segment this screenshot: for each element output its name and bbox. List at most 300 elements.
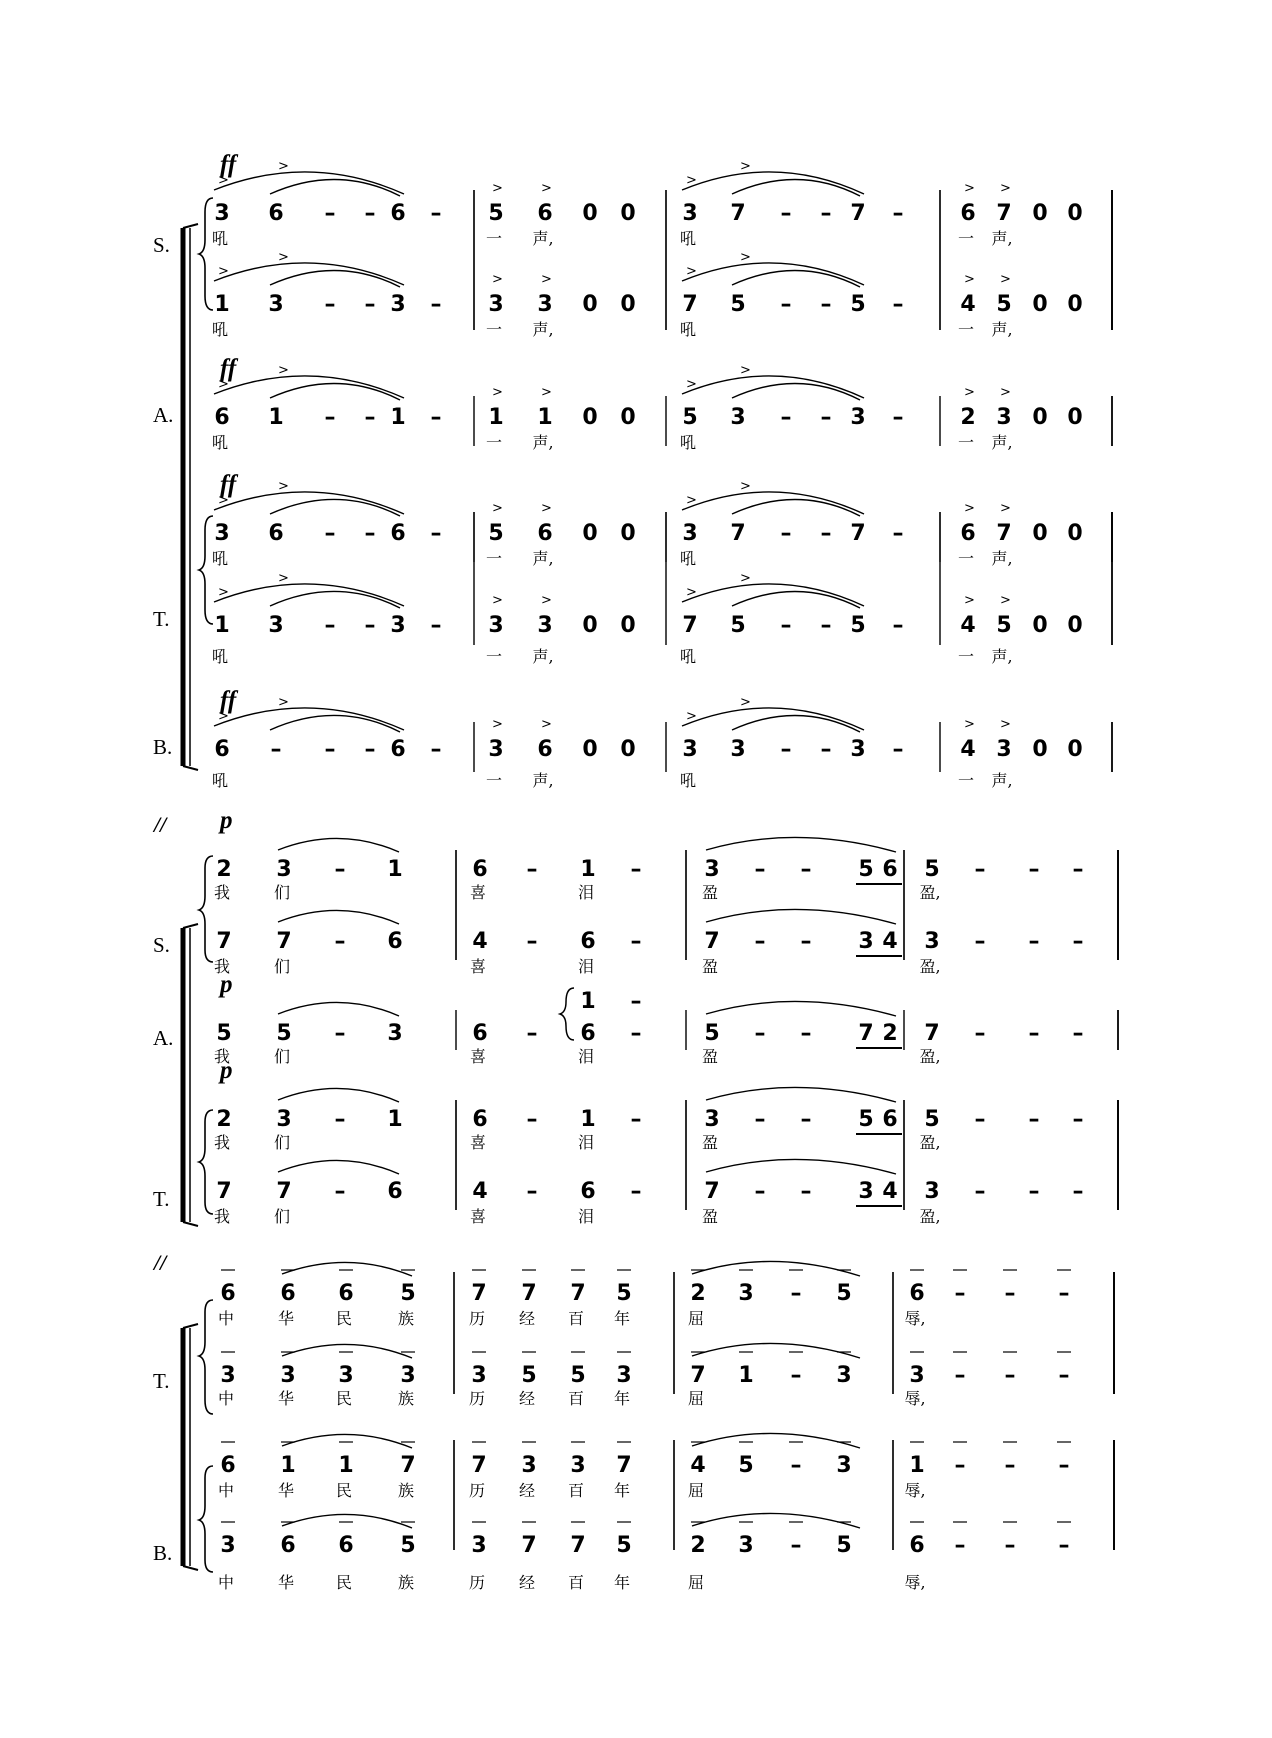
slur [682, 584, 864, 606]
dash: – [324, 521, 336, 546]
lyric: 辱, [904, 1309, 926, 1328]
lyric: 一 [957, 433, 975, 452]
note: 5 [738, 1453, 754, 1478]
accent-mark: > [492, 272, 503, 287]
dash: – [800, 929, 812, 954]
note: 3 [924, 929, 940, 954]
lyric: 喜 [469, 957, 487, 976]
lyric: 一 [485, 433, 503, 452]
note: 1 [488, 405, 504, 430]
lyric: 盈 [701, 1047, 719, 1066]
dash: – [334, 1021, 346, 1046]
lyric: 吼 [211, 549, 229, 568]
note: 3 [387, 1021, 403, 1046]
lyric: 历 [468, 1481, 486, 1500]
accent-mark: > [740, 250, 751, 265]
dash: – [820, 292, 832, 317]
dash: – [334, 1107, 346, 1132]
lyric: 历 [468, 1573, 486, 1592]
lyric: 经 [518, 1309, 536, 1328]
lyric: 喜 [469, 883, 487, 902]
dash: – [780, 201, 792, 226]
note: 7 [471, 1453, 487, 1478]
accent-mark: > [541, 181, 552, 196]
note: 5 [400, 1533, 416, 1558]
note: 3 [570, 1453, 586, 1478]
note: 3 [220, 1533, 236, 1558]
dash: – [1028, 1179, 1040, 1204]
dash: – [974, 929, 986, 954]
accent-mark: > [740, 695, 751, 710]
lyric: 一 [957, 320, 975, 339]
lyric: 们 [273, 1047, 291, 1066]
dash: – [790, 1533, 802, 1558]
note: 5 [521, 1363, 537, 1388]
dash: – [1004, 1281, 1016, 1306]
dash: – [892, 613, 904, 638]
note: 5 [924, 1107, 940, 1132]
lyric: 吼 [211, 320, 229, 339]
lyric: 中 [217, 1481, 235, 1500]
lyric: 吼 [679, 647, 697, 666]
note: 6 [220, 1453, 236, 1478]
accent-mark: > [492, 593, 503, 608]
slur [706, 909, 896, 924]
note: 2 [960, 405, 976, 430]
lyric: 年 [613, 1481, 631, 1500]
note: 7 [616, 1453, 632, 1478]
lyric: 吼 [679, 229, 697, 248]
dash: – [1072, 857, 1084, 882]
note: 2 [690, 1533, 706, 1558]
system-bracket [183, 1324, 198, 1570]
accent-mark: > [218, 377, 229, 392]
dash: – [754, 929, 766, 954]
note: 6 [580, 929, 596, 954]
accent-mark: > [278, 479, 289, 494]
dash: – [630, 1021, 642, 1046]
accent-mark: > [492, 385, 503, 400]
lyric: 百 [567, 1573, 585, 1592]
lyric: 华 [277, 1481, 295, 1500]
note: 3 [858, 1179, 874, 1204]
lyric: 泪 [577, 1133, 595, 1152]
note: 3 [471, 1363, 487, 1388]
tie [732, 591, 860, 608]
lyric: 喜 [469, 1047, 487, 1066]
accent-mark: > [278, 363, 289, 378]
lyric: 民 [335, 1309, 353, 1328]
dash: – [1058, 1363, 1070, 1388]
slur [682, 376, 864, 398]
note: 5 [400, 1281, 416, 1306]
system-separator: // [154, 812, 167, 837]
accent-mark: > [541, 272, 552, 287]
dash: – [820, 521, 832, 546]
note: 1 [580, 1107, 596, 1132]
lyric: 喜 [469, 1133, 487, 1152]
note: 0 [1067, 405, 1083, 430]
note: 6 [390, 737, 406, 762]
note: 3 [682, 737, 698, 762]
dash: – [334, 929, 346, 954]
note: 7 [400, 1453, 416, 1478]
note: 4 [690, 1453, 706, 1478]
lyric: 吼 [211, 229, 229, 248]
dash: – [1004, 1533, 1016, 1558]
lyric: 一 [485, 771, 503, 790]
note: 7 [471, 1281, 487, 1306]
note: 5 [730, 292, 746, 317]
slur [692, 1261, 860, 1276]
dash: – [1058, 1281, 1070, 1306]
lyric: 我 [213, 883, 231, 902]
note: 0 [1032, 613, 1048, 638]
tie [270, 383, 400, 400]
slur [682, 263, 864, 285]
dash: – [954, 1533, 966, 1558]
accent-mark: > [686, 709, 697, 724]
note: 3 [704, 1107, 720, 1132]
tie [270, 270, 400, 287]
note: 0 [582, 292, 598, 317]
dynamic-marking: p [220, 971, 233, 998]
note: 7 [924, 1021, 940, 1046]
slur [214, 708, 404, 730]
accent-mark: > [541, 593, 552, 608]
note: 1 [280, 1453, 296, 1478]
note: 3 [214, 201, 230, 226]
note: 5 [924, 857, 940, 882]
note: 6 [280, 1533, 296, 1558]
note: 5 [996, 613, 1012, 638]
dash: – [430, 405, 442, 430]
slur [692, 1343, 860, 1358]
note: 3 [858, 929, 874, 954]
lyric: 族 [397, 1573, 415, 1592]
accent-mark: > [686, 493, 697, 508]
note: 6 [220, 1281, 236, 1306]
note: 0 [1032, 521, 1048, 546]
dash: – [1028, 857, 1040, 882]
dash: – [820, 613, 832, 638]
slur [278, 1088, 399, 1102]
dash: – [800, 1021, 812, 1046]
dash: – [1028, 1107, 1040, 1132]
note: 6 [472, 857, 488, 882]
dash: – [790, 1281, 802, 1306]
note: 0 [582, 737, 598, 762]
lyric: 辱, [904, 1573, 926, 1592]
lyric: 一 [485, 549, 503, 568]
dash: – [974, 1107, 986, 1132]
lyric: 民 [335, 1389, 353, 1408]
dash: – [754, 1107, 766, 1132]
dash: – [324, 405, 336, 430]
voice-label-tenor: T. [153, 1187, 170, 1211]
accent-mark: > [1000, 385, 1011, 400]
lyric: 盈, [919, 883, 941, 902]
lyric: 百 [567, 1389, 585, 1408]
accent-mark: > [740, 571, 751, 586]
note: 3 [682, 521, 698, 546]
slur [682, 492, 864, 514]
dash: – [954, 1453, 966, 1478]
lyric: 屈 [687, 1309, 705, 1328]
lyric: 一 [485, 229, 503, 248]
accent-mark: > [740, 479, 751, 494]
note: 6 [580, 1021, 596, 1046]
note: 3 [390, 292, 406, 317]
dash: – [820, 405, 832, 430]
lyric: 声, [532, 320, 554, 339]
note: 7 [682, 292, 698, 317]
note: 3 [682, 201, 698, 226]
lyric: 族 [397, 1309, 415, 1328]
note: 3 [836, 1453, 852, 1478]
accent-mark: > [218, 264, 229, 279]
note: 5 [858, 1107, 874, 1132]
slur [214, 172, 404, 194]
lyric: 年 [613, 1309, 631, 1328]
note: 3 [730, 737, 746, 762]
voice-label-bass: B. [153, 735, 173, 759]
note: 3 [850, 737, 866, 762]
dash: – [1004, 1453, 1016, 1478]
dash: – [364, 292, 376, 317]
accent-mark: > [1000, 717, 1011, 732]
note: 7 [276, 1179, 292, 1204]
note: 7 [730, 201, 746, 226]
note: 6 [537, 521, 553, 546]
dash: – [820, 737, 832, 762]
dash: – [892, 737, 904, 762]
accent-mark: > [492, 181, 503, 196]
lyric: 百 [567, 1309, 585, 1328]
dash: – [324, 737, 336, 762]
note: 3 [488, 292, 504, 317]
slur [706, 837, 896, 852]
dash: – [1004, 1363, 1016, 1388]
lyric: 泪 [577, 1047, 595, 1066]
dash: – [790, 1363, 802, 1388]
slur [692, 1433, 860, 1448]
slur [282, 1262, 412, 1276]
tie [732, 383, 860, 400]
note: 0 [620, 405, 636, 430]
dash: – [324, 201, 336, 226]
note: 1 [387, 857, 403, 882]
lyric: 们 [273, 1133, 291, 1152]
slur [706, 1087, 896, 1102]
note: 5 [704, 1021, 720, 1046]
note: 4 [472, 1179, 488, 1204]
note: 3 [400, 1363, 416, 1388]
lyric: 一 [957, 647, 975, 666]
accent-mark: > [218, 585, 229, 600]
accent-mark: > [278, 250, 289, 265]
note: 6 [214, 737, 230, 762]
dynamic-marking: p [220, 1057, 233, 1084]
voice-label-alto: A. [153, 403, 174, 427]
note: 2 [882, 1021, 898, 1046]
lyric: 民 [335, 1481, 353, 1500]
note: 4 [882, 1179, 898, 1204]
accent-mark: > [686, 173, 697, 188]
lyric: 们 [273, 1207, 291, 1226]
lyric: 屈 [687, 1481, 705, 1500]
accent-mark: > [1000, 501, 1011, 516]
lyric: 我 [213, 1133, 231, 1152]
dynamic-marking: ff [220, 471, 237, 498]
lyric: 一 [957, 771, 975, 790]
accent-mark: > [492, 717, 503, 732]
dash: – [526, 1107, 538, 1132]
lyric: 们 [273, 957, 291, 976]
lyric: 声, [991, 320, 1013, 339]
dash: – [1028, 1021, 1040, 1046]
note: 3 [836, 1363, 852, 1388]
note: 0 [620, 613, 636, 638]
lyric: 华 [277, 1573, 295, 1592]
lyric: 历 [468, 1389, 486, 1408]
dash: – [1058, 1453, 1070, 1478]
note: 0 [620, 737, 636, 762]
note: 6 [909, 1281, 925, 1306]
note: 3 [738, 1281, 754, 1306]
lyric: 民 [335, 1573, 353, 1592]
note: 7 [570, 1281, 586, 1306]
lyric: 经 [518, 1481, 536, 1500]
note: 5 [216, 1021, 232, 1046]
note: 5 [276, 1021, 292, 1046]
note: 6 [214, 405, 230, 430]
note: 3 [537, 292, 553, 317]
dash: – [1028, 929, 1040, 954]
note: 7 [704, 929, 720, 954]
dash: – [324, 613, 336, 638]
dash: – [780, 521, 792, 546]
note: 7 [521, 1281, 537, 1306]
note: 1 [338, 1453, 354, 1478]
note: 6 [882, 857, 898, 882]
accent-mark: > [218, 709, 229, 724]
tie [270, 591, 400, 608]
note: 7 [570, 1533, 586, 1558]
dash: – [526, 929, 538, 954]
dash: – [430, 613, 442, 638]
note: 3 [268, 292, 284, 317]
note: 5 [488, 201, 504, 226]
slur [214, 376, 404, 398]
slur [706, 1159, 896, 1174]
slur [278, 1160, 399, 1174]
tie [270, 179, 400, 196]
note: 5 [682, 405, 698, 430]
lyric: 声, [991, 771, 1013, 790]
note: 5 [730, 613, 746, 638]
note: 3 [730, 405, 746, 430]
note: 5 [850, 613, 866, 638]
note: 3 [276, 857, 292, 882]
system-bracket [183, 224, 198, 770]
lyric: 泪 [577, 883, 595, 902]
lyric: 盈, [919, 1047, 941, 1066]
dash: – [526, 1021, 538, 1046]
lyric: 声, [532, 433, 554, 452]
lyric: 中 [217, 1389, 235, 1408]
lyric: 泪 [577, 1207, 595, 1226]
note: 5 [616, 1533, 632, 1558]
note: 6 [338, 1533, 354, 1558]
tie [732, 715, 860, 732]
lyric: 声, [991, 647, 1013, 666]
note: 0 [1067, 521, 1083, 546]
dynamic-marking: p [220, 807, 233, 834]
lyric: 年 [613, 1573, 631, 1592]
slur [282, 1514, 412, 1528]
note: 5 [570, 1363, 586, 1388]
lyric: 一 [957, 549, 975, 568]
voice-label-soprano: S. [153, 233, 170, 257]
note: 5 [836, 1281, 852, 1306]
note: 0 [620, 201, 636, 226]
system-bracket [183, 924, 198, 1226]
slur [278, 838, 399, 852]
dash: – [800, 857, 812, 882]
note: 3 [909, 1363, 925, 1388]
lyric: 盈 [701, 1207, 719, 1226]
note: 7 [850, 201, 866, 226]
lyric: 声, [991, 229, 1013, 248]
lyric: 声, [991, 433, 1013, 452]
note: 4 [960, 737, 976, 762]
note: 6 [960, 521, 976, 546]
lyric: 吼 [211, 433, 229, 452]
lyric: 盈 [701, 1133, 719, 1152]
note: 6 [387, 1179, 403, 1204]
note: 2 [690, 1281, 706, 1306]
note: 0 [582, 613, 598, 638]
note: 7 [996, 201, 1012, 226]
note: 3 [276, 1107, 292, 1132]
note: 7 [858, 1021, 874, 1046]
dash: – [630, 857, 642, 882]
accent-mark: > [492, 501, 503, 516]
dash: – [754, 857, 766, 882]
note: 0 [1067, 737, 1083, 762]
note: 3 [996, 405, 1012, 430]
slur [214, 492, 404, 514]
note: 7 [690, 1363, 706, 1388]
note: 7 [276, 929, 292, 954]
accent-mark: > [740, 363, 751, 378]
dash: – [630, 1107, 642, 1132]
note: 3 [488, 613, 504, 638]
note: 6 [268, 521, 284, 546]
dash: – [364, 737, 376, 762]
divisi-note: 1 [580, 989, 596, 1014]
note: 6 [268, 201, 284, 226]
accent-mark: > [278, 159, 289, 174]
voice-label-alto: A. [153, 1026, 174, 1050]
tie [732, 270, 860, 287]
lyric: 年 [613, 1389, 631, 1408]
lyric: 经 [518, 1573, 536, 1592]
notation-layer [212, 151, 1118, 1592]
note: 3 [488, 737, 504, 762]
lyric: 吼 [679, 433, 697, 452]
